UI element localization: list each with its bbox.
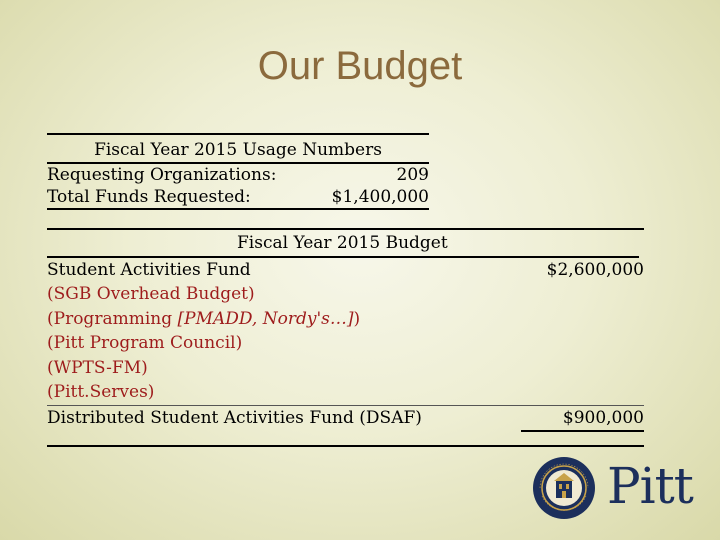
usage-header: Fiscal Year 2015 Usage Numbers [47,139,429,164]
slide-title: Our Budget [257,44,463,88]
fund-label: Student Activities Fund [47,259,251,280]
programming-prefix: (Programming [47,308,178,329]
budget-fund-row [47,258,644,283]
usage-value: 209 [396,165,429,185]
budget-sub-item [47,307,644,332]
usage-label: Total Funds Requested: [47,187,251,207]
budget-sub-item: (SGB Overhead Budget) [47,284,255,304]
usage-label: Requesting Organizations: [47,165,277,185]
pitt-wordmark: Pitt [607,457,693,515]
budget-sub-item: (WPTS-FM) [47,357,148,378]
budget-sub-item: (Pitt Program Council) [47,333,243,353]
budget-table [47,228,644,447]
usage-top-rule [47,133,429,135]
dsaf-value: $900,000 [521,406,644,433]
usage-table [47,133,429,210]
programming-list: [PMADD, Nordy's…] [177,308,354,329]
budget-top-rule [47,228,644,230]
budget-bottom-rule [47,445,644,447]
usage-row [47,164,429,186]
fund-value: $2,600,000 [546,259,644,280]
university-seal-icon [532,456,596,520]
budget-header: Fiscal Year 2015 Budget [47,231,639,258]
budget-dsaf-row [47,405,644,433]
programming-close: ) [353,308,361,329]
usage-value: $1,400,000 [331,187,429,207]
usage-row [47,186,429,210]
dsaf-label: Distributed Student Activities Fund (DSAF) [47,407,422,428]
budget-sub-item: (Pitt.Serves) [47,382,155,402]
